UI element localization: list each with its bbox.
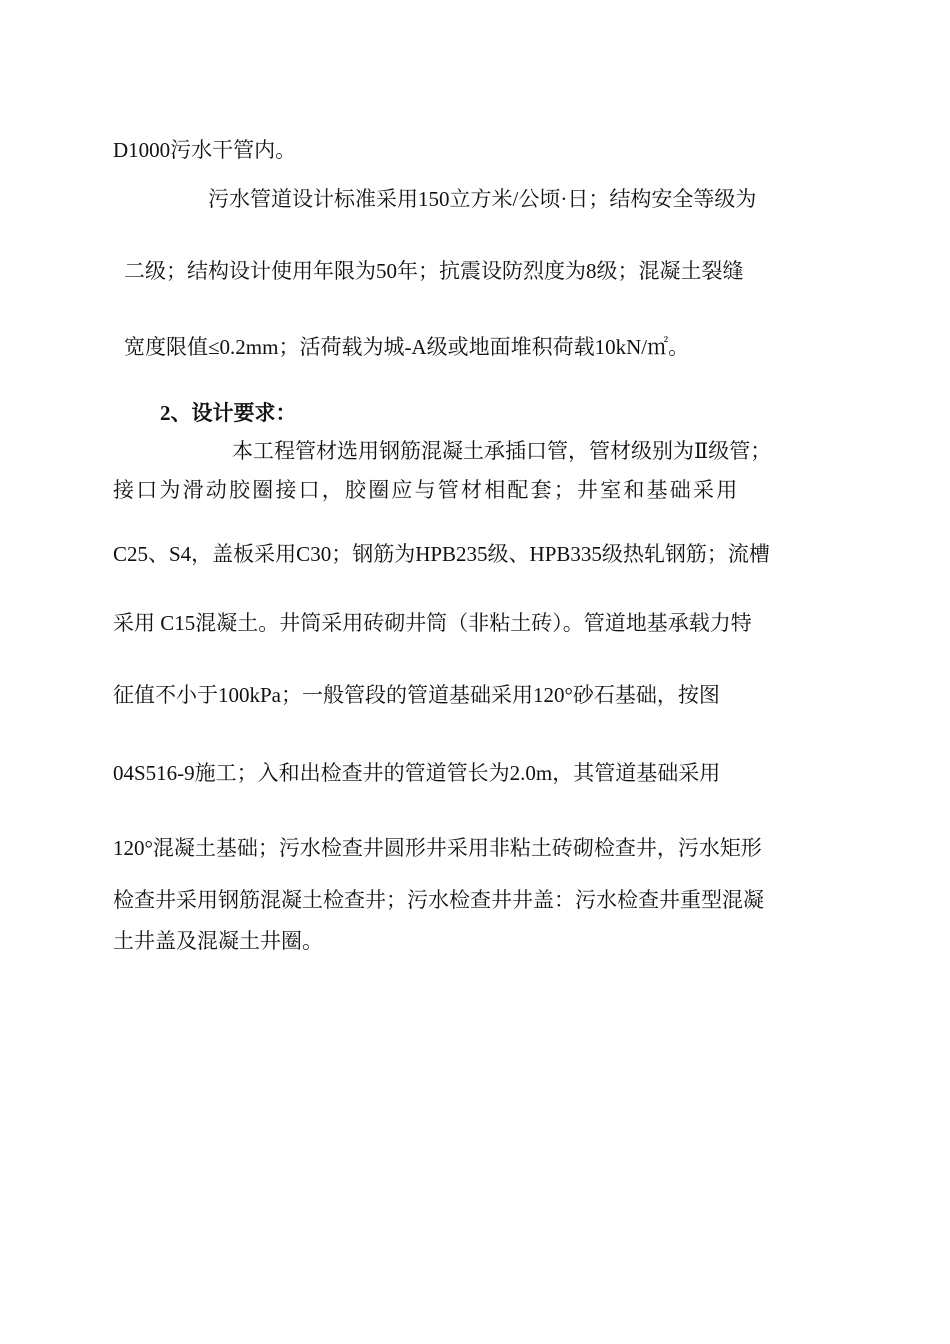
text-line-9: 采用 C15混凝土。井筒采用砖砌井筒（非粘土砖）。管道地基承载力特 [113, 611, 752, 635]
text-line-4: 宽度限值≤0.2mm；活荷载为城-A级或地面堆积荷载10kN/㎡。 [124, 335, 690, 359]
text-line-3: 二级；结构设计使用年限为50年；抗震设防烈度为8级；混凝土裂缝 [124, 259, 744, 283]
text-line-12: 120°混凝土基础；污水检查井圆形井采用非粘土砖砌检查井，污水矩形 [113, 836, 762, 860]
text-line-13: 检查井采用钢筋混凝土检查井；污水检查井井盖：污水检查井重型混凝 [113, 888, 764, 912]
text-line-1: D1000污水干管内。 [113, 138, 297, 162]
section-heading: 2、设计要求： [160, 401, 297, 425]
text-line-8: C25、S4，盖板采用C30；钢筋为HPB235级、HPB335级热轧钢筋；流槽 [113, 542, 770, 566]
text-line-11: 04S516-9施工；入和出检查井的管道管长为2.0m，其管道基础采用 [113, 761, 721, 785]
text-line-7: 接口为滑动胶圈接口，胶圈应与管材相配套；井室和基础采用 [113, 478, 740, 502]
text-line-6: 本工程管材选用钢筋混凝土承插口管，管材级别为Ⅱ级管； [232, 439, 772, 463]
text-line-14: 土井盖及混凝土井圈。 [113, 929, 323, 953]
text-line-2: 污水管道设计标准采用150立方米/公顷·日；结构安全等级为 [208, 187, 757, 211]
text-line-10: 征值不小于100kPa；一般管段的管道基础采用120°砂石基础，按图 [113, 683, 720, 707]
